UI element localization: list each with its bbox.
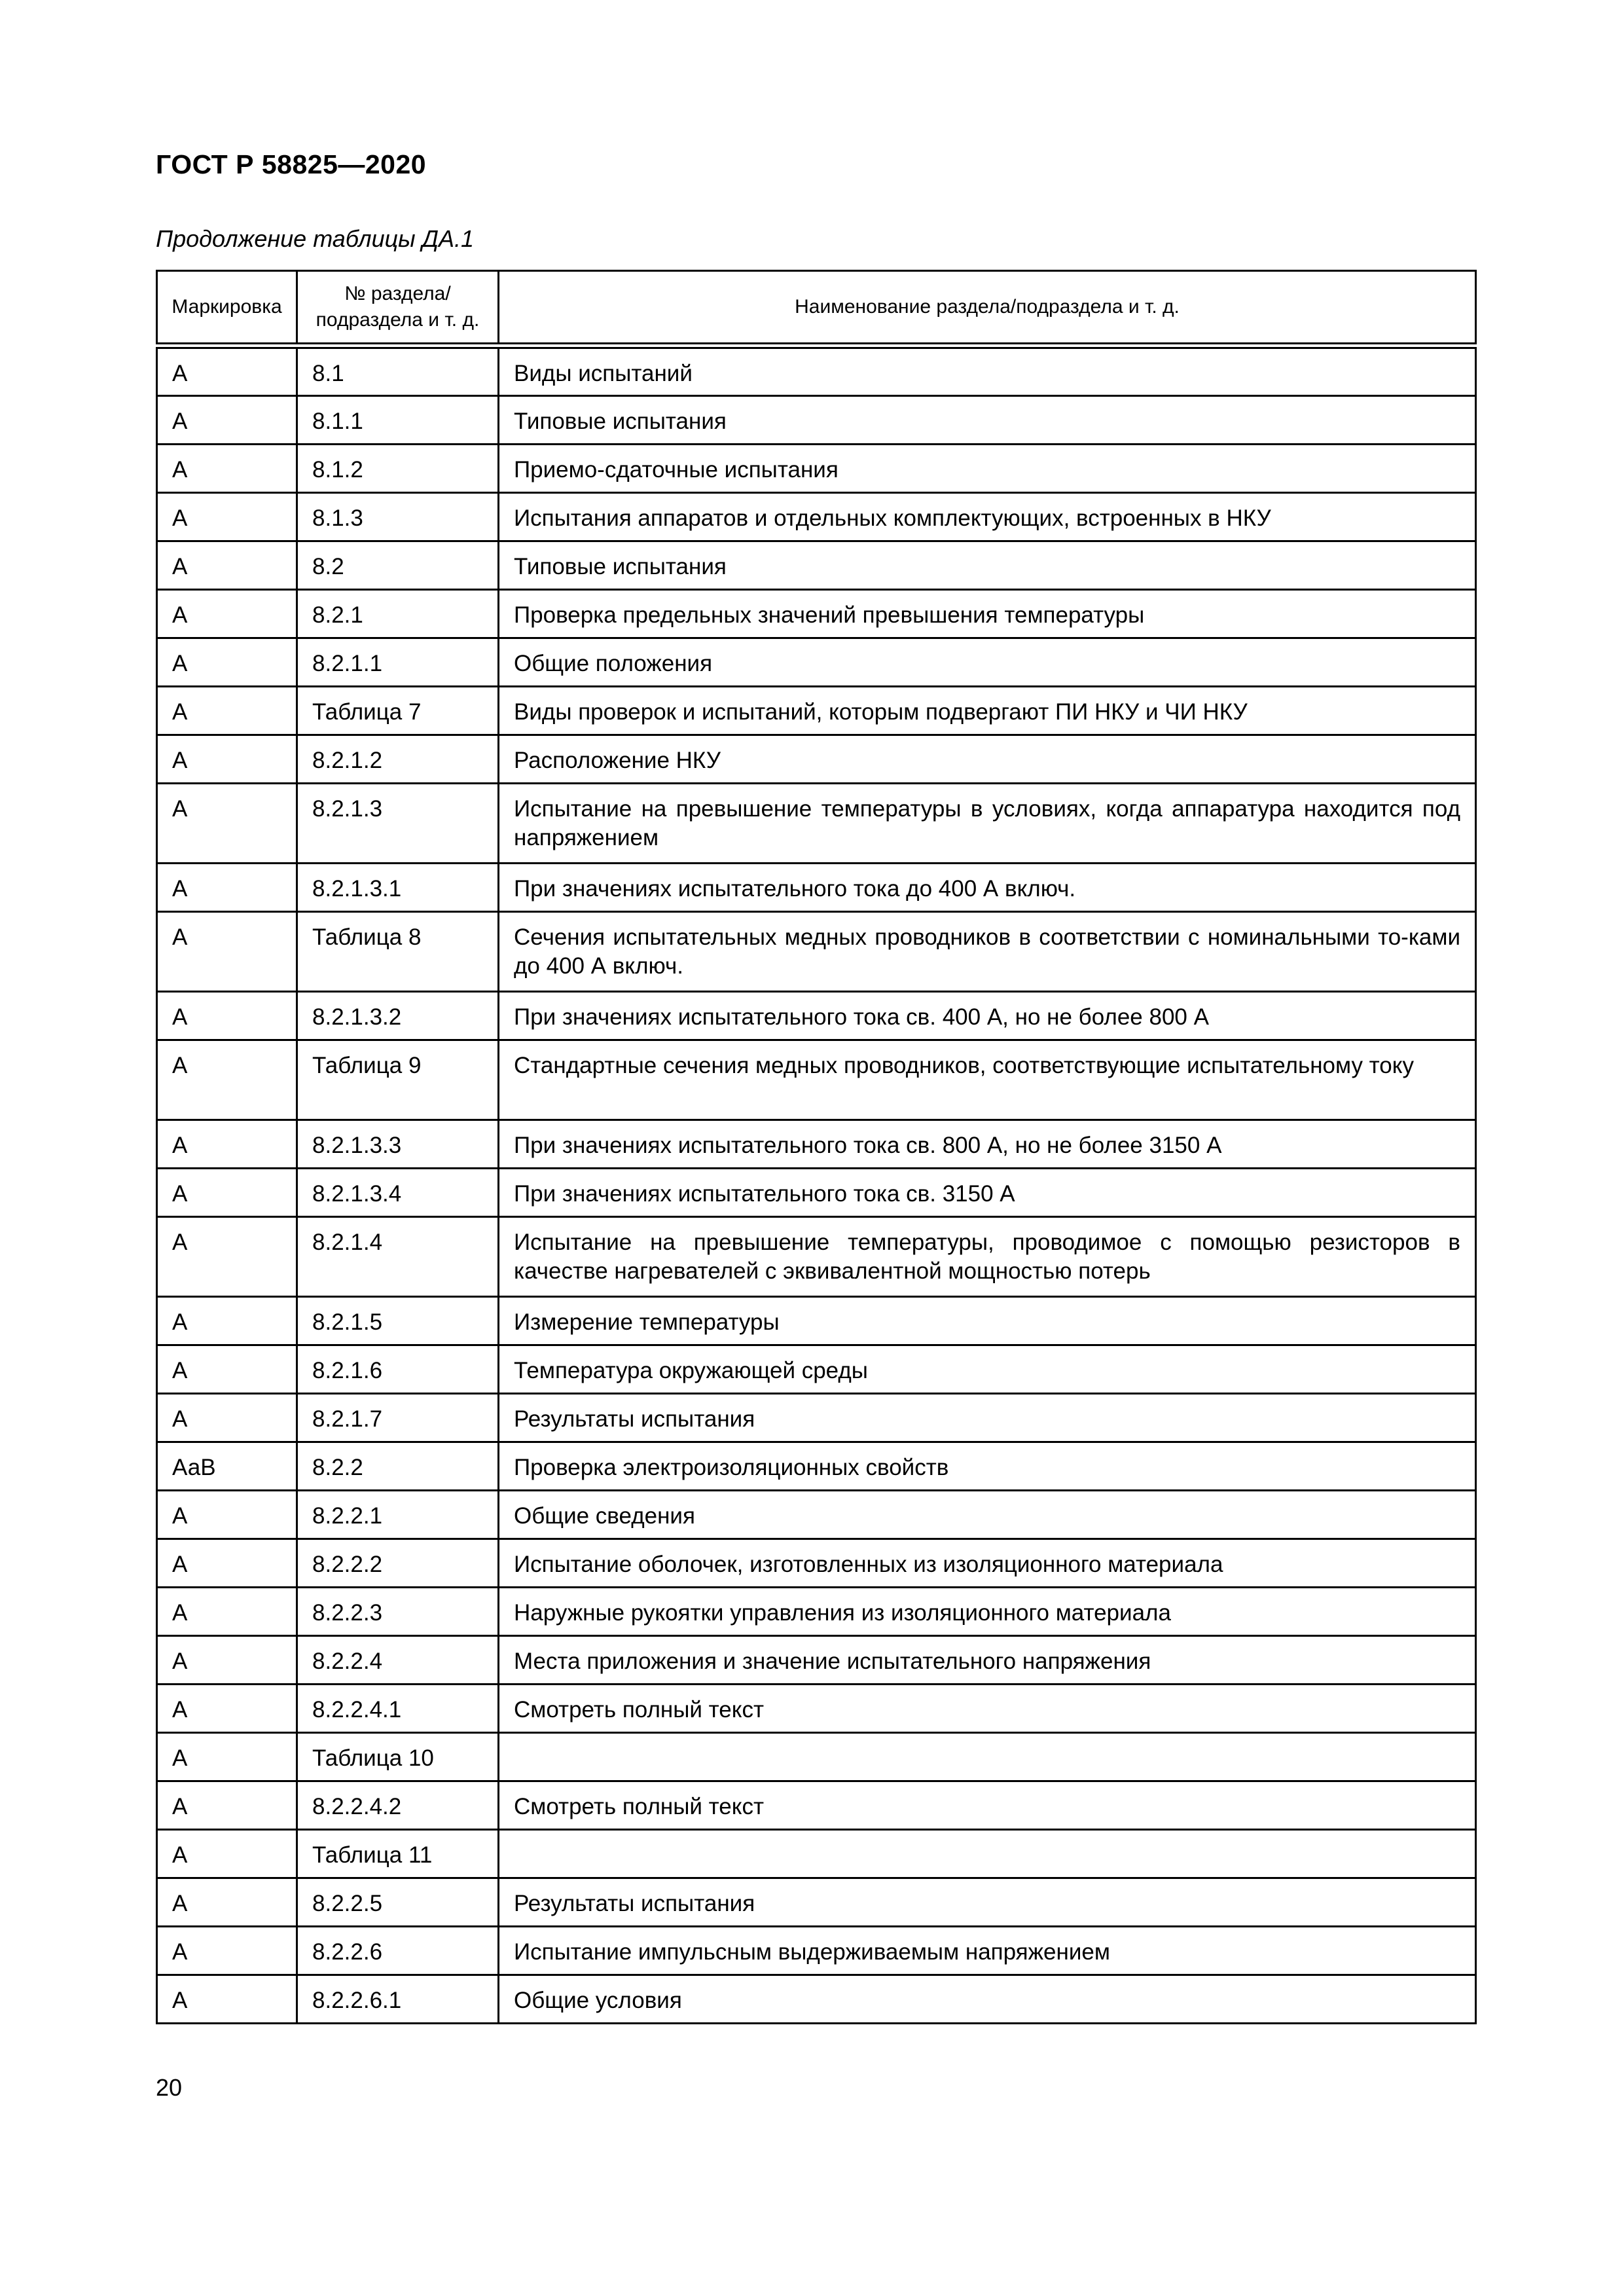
cell-marking: А [157, 445, 297, 493]
cell-marking: А [157, 346, 297, 396]
cell-section-number: Таблица 9 [297, 1040, 499, 1120]
table-row [157, 445, 1476, 493]
cell-section-name: Результаты испытания [499, 1394, 1476, 1442]
sections-table [156, 270, 1477, 2024]
table-row [157, 1830, 1476, 1878]
cell-marking: А [157, 1394, 297, 1442]
cell-section-number: 8.2.1.7 [297, 1394, 499, 1442]
cell-marking: А [157, 687, 297, 735]
cell-section-number: 8.2.1.3.4 [297, 1169, 499, 1217]
cell-section-name: Общие положения [499, 638, 1476, 687]
cell-marking: А [157, 541, 297, 590]
sections-table-container [156, 270, 1475, 2024]
cell-marking: А [157, 1040, 297, 1120]
cell-section-number: 8.2.1.5 [297, 1297, 499, 1345]
table-row [157, 1217, 1476, 1297]
cell-section-number: Таблица 8 [297, 912, 499, 992]
cell-section-name: При значениях испытательного тока до 400 А включ. [499, 864, 1476, 912]
table-caption: Продолжение таблицы ДА.1 [156, 225, 475, 252]
cell-marking: А [157, 1636, 297, 1685]
table-row [157, 687, 1476, 735]
table-row [157, 1975, 1476, 2024]
cell-section-name: Места приложения и значение испытательного напряжения [499, 1636, 1476, 1685]
cell-section-name: Расположение НКУ [499, 735, 1476, 784]
table-row [157, 1588, 1476, 1636]
cell-section-name: Наружные рукоятки управления из изоляционного материала [499, 1588, 1476, 1636]
cell-marking: А [157, 1217, 297, 1297]
table-row [157, 784, 1476, 864]
table-row [157, 1539, 1476, 1588]
column-header-marking: Маркировка [157, 271, 297, 346]
table-row [157, 1297, 1476, 1345]
cell-section-number: 8.2.1.3.2 [297, 992, 499, 1040]
cell-section-number: 8.2.1.3 [297, 784, 499, 864]
cell-section-name: Приемо-сдаточные испытания [499, 445, 1476, 493]
table-row [157, 864, 1476, 912]
cell-marking: А [157, 1539, 297, 1588]
cell-marking: А [157, 1975, 297, 2024]
table-row [157, 735, 1476, 784]
cell-section-name: Испытание импульсным выдерживаемым напряжением [499, 1927, 1476, 1975]
cell-section-number: 8.2.2.6.1 [297, 1975, 499, 2024]
table-row [157, 1442, 1476, 1491]
cell-section-name: Результаты испытания [499, 1878, 1476, 1927]
table-row [157, 1169, 1476, 1217]
cell-section-name: Виды проверок и испытаний, которым подвергают ПИ НКУ и ЧИ НКУ [499, 687, 1476, 735]
cell-marking: А [157, 912, 297, 992]
cell-marking: А [157, 864, 297, 912]
table-row [157, 1491, 1476, 1539]
page-number: 20 [156, 2074, 183, 2101]
cell-section-number: 8.1.3 [297, 493, 499, 541]
cell-section-number: 8.2.2.1 [297, 1491, 499, 1539]
cell-section-name: Температура окружающей среды [499, 1345, 1476, 1394]
cell-section-name: Измерение температуры [499, 1297, 1476, 1345]
table-row [157, 1685, 1476, 1733]
cell-section-name [499, 1830, 1476, 1878]
cell-section-name: Общие условия [499, 1975, 1476, 2024]
cell-section-number: 8.2.2.4 [297, 1636, 499, 1685]
table-row [157, 912, 1476, 992]
cell-section-name: Проверка предельных значений превышения температуры [499, 590, 1476, 638]
cell-marking: А [157, 1927, 297, 1975]
table-row [157, 992, 1476, 1040]
cell-marking: А [157, 1169, 297, 1217]
cell-section-number: 8.2.2 [297, 1442, 499, 1491]
cell-section-name: При значениях испытательного тока св. 400 А, но не более 800 А [499, 992, 1476, 1040]
column-header-section-name: Наименование раздела/подраздела и т. д. [499, 271, 1476, 346]
cell-section-number: Таблица 10 [297, 1733, 499, 1781]
cell-section-name: Испытание оболочек, изготовленных из изоляционного материала [499, 1539, 1476, 1588]
cell-section-name: Испытания аппаратов и отдельных комплектующих, встроенных в НКУ [499, 493, 1476, 541]
table-body [157, 346, 1476, 2024]
cell-marking: А [157, 1781, 297, 1830]
table-row [157, 1040, 1476, 1120]
cell-marking: А [157, 1588, 297, 1636]
cell-section-name: Типовые испытания [499, 396, 1476, 445]
cell-section-number: 8.2.1.2 [297, 735, 499, 784]
table-row [157, 1394, 1476, 1442]
cell-marking: АаВ [157, 1442, 297, 1491]
cell-section-number: 8.1.2 [297, 445, 499, 493]
cell-section-name [499, 1733, 1476, 1781]
cell-marking: А [157, 992, 297, 1040]
table-row [157, 638, 1476, 687]
cell-section-number: 8.2.1.3.3 [297, 1120, 499, 1169]
cell-section-number: 8.1.1 [297, 396, 499, 445]
cell-section-number: 8.2.2.4.1 [297, 1685, 499, 1733]
table-row [157, 1636, 1476, 1685]
cell-section-number: 8.2.1.3.1 [297, 864, 499, 912]
cell-section-number: Таблица 7 [297, 687, 499, 735]
cell-marking: А [157, 638, 297, 687]
cell-section-name: При значениях испытательного тока св. 3150 А [499, 1169, 1476, 1217]
cell-marking: А [157, 1733, 297, 1781]
table-row [157, 541, 1476, 590]
cell-marking: А [157, 1120, 297, 1169]
cell-section-number: 8.2.2.3 [297, 1588, 499, 1636]
cell-marking: А [157, 493, 297, 541]
cell-marking: А [157, 396, 297, 445]
cell-section-number: 8.2.2.5 [297, 1878, 499, 1927]
header-row [157, 271, 1476, 346]
cell-section-name: Смотреть полный текст [499, 1781, 1476, 1830]
table-row [157, 1878, 1476, 1927]
cell-section-number: 8.2 [297, 541, 499, 590]
cell-section-name: Испытание на превышение температуры в условиях, когда аппаратура находится под напряжением [499, 784, 1476, 864]
cell-marking: А [157, 1297, 297, 1345]
cell-section-name: Стандартные сечения медных проводников, соответствующие испытательному току [499, 1040, 1476, 1120]
cell-marking: А [157, 1685, 297, 1733]
cell-marking: А [157, 1491, 297, 1539]
cell-section-number: Таблица 11 [297, 1830, 499, 1878]
cell-section-number: 8.2.2.2 [297, 1539, 499, 1588]
cell-marking: А [157, 1345, 297, 1394]
cell-marking: А [157, 735, 297, 784]
column-header-section-number: № раздела/ подраздела и т. д. [297, 271, 499, 346]
cell-section-number: 8.1 [297, 346, 499, 396]
cell-section-number: 8.2.1.1 [297, 638, 499, 687]
cell-section-number: 8.2.2.4.2 [297, 1781, 499, 1830]
cell-section-name: Сечения испытательных медных проводников в соответствии с номинальными то-ками до 400 А включ. [499, 912, 1476, 992]
cell-section-number: 8.2.1 [297, 590, 499, 638]
cell-section-name: Виды испытаний [499, 346, 1476, 396]
cell-section-name: Типовые испытания [499, 541, 1476, 590]
table-row [157, 590, 1476, 638]
table-row [157, 1927, 1476, 1975]
table-row [157, 346, 1476, 396]
document-code: ГОСТ Р 58825—2020 [156, 149, 427, 179]
cell-section-name: При значениях испытательного тока св. 800 А, но не более 3150 А [499, 1120, 1476, 1169]
cell-section-name: Испытание на превышение температуры, проводимое с помощью резисторов в качестве нагревателей с эквивалентной мощностью потерь [499, 1217, 1476, 1297]
cell-marking: А [157, 1878, 297, 1927]
table-row [157, 1345, 1476, 1394]
cell-section-name: Проверка электроизоляционных свойств [499, 1442, 1476, 1491]
cell-section-name: Смотреть полный текст [499, 1685, 1476, 1733]
cell-marking: А [157, 1830, 297, 1878]
cell-section-number: 8.2.2.6 [297, 1927, 499, 1975]
cell-section-name: Общие сведения [499, 1491, 1476, 1539]
table-row [157, 396, 1476, 445]
table-row [157, 1733, 1476, 1781]
table-row [157, 493, 1476, 541]
cell-section-number: 8.2.1.6 [297, 1345, 499, 1394]
table-header [157, 271, 1476, 346]
table-row [157, 1781, 1476, 1830]
cell-marking: А [157, 590, 297, 638]
cell-marking: А [157, 784, 297, 864]
table-row [157, 1120, 1476, 1169]
cell-section-number: 8.2.1.4 [297, 1217, 499, 1297]
